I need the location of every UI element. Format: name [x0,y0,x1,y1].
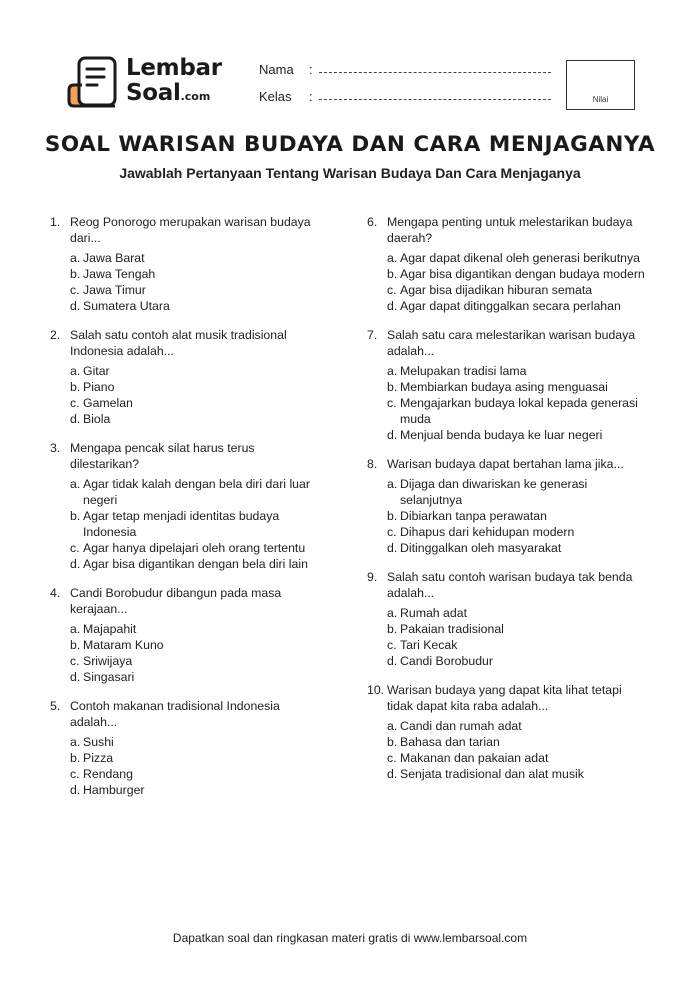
option-text: Sushi [83,735,114,749]
option-letter: b. [70,380,81,394]
option-letter: a. [387,251,398,265]
questions-column-right [367,214,647,795]
answer-option[interactable] [70,653,320,669]
option-text: Agar bisa dijadikan hiburan semata [400,283,593,297]
answer-option[interactable] [70,411,320,427]
answer-options [70,734,320,798]
option-text: Agar bisa digantikan dengan budaya modern [400,267,645,281]
option-letter: d. [387,428,398,442]
question-item [367,327,647,443]
option-text: Ditinggalkan oleh masyarakat [400,541,562,555]
option-letter: a. [387,477,398,491]
answer-option[interactable] [70,476,320,508]
option-text: Melupakan tradisi lama [400,364,527,378]
option-text: Sumatera Utara [83,299,170,313]
answer-option[interactable] [70,750,320,766]
option-text: Jawa Timur [83,283,146,297]
option-text: Jawa Tengah [83,267,156,281]
option-text: Mataram Kuno [83,638,164,652]
answer-option[interactable] [387,621,647,637]
question-item [367,456,647,556]
answer-option[interactable] [70,669,320,685]
answer-options [387,250,647,314]
option-text: Rendang [83,767,133,781]
option-letter: c. [387,525,397,539]
answer-option[interactable] [70,250,320,266]
answer-option[interactable] [387,379,647,395]
option-letter: d. [70,783,81,797]
name-colon: : [309,62,313,77]
option-text: Membiarkan budaya asing menguasai [400,380,608,394]
option-letter: b. [70,751,81,765]
question-item [50,327,320,427]
option-letter: c. [70,541,80,555]
option-letter: c. [387,638,397,652]
question-number: 4. [50,586,61,600]
option-text: Dibiarkan tanpa perawatan [400,509,547,523]
option-letter: b. [70,638,81,652]
answer-option[interactable] [387,363,647,379]
option-text: Bahasa dan tarian [400,735,500,749]
option-text: Agar dapat ditinggalkan secara perlahan [400,299,621,313]
option-text: Agar tetap menjadi identitas budaya Indonesia [83,509,280,539]
question-number: 2. [50,328,61,342]
answer-option[interactable] [387,766,647,782]
option-letter: a. [70,251,81,265]
option-text: Piano [83,380,115,394]
book-icon [66,55,122,111]
option-text: Agar tidak kalah dengan bela diri dari luar negeri [83,477,310,507]
answer-option[interactable] [387,266,647,282]
answer-option[interactable] [70,556,320,572]
option-letter: d. [387,654,398,668]
option-letter: d. [70,557,81,571]
class-input-line[interactable] [319,99,551,100]
question-text: Salah satu contoh warisan budaya tak benda adalah... [387,570,633,600]
option-text: Gitar [83,364,110,378]
answer-option[interactable] [387,524,647,540]
page-title: SOAL WARISAN BUDAYA DAN CARA MENJAGANYA [44,132,656,157]
answer-options [70,250,320,314]
answer-option[interactable] [70,766,320,782]
question-text: Warisan budaya dapat bertahan lama jika... [387,457,624,471]
option-letter: d. [70,670,81,684]
brand-logo [66,55,222,111]
answer-options [387,363,647,443]
name-input-line[interactable] [319,72,551,73]
question-item [50,698,320,798]
question-number: 5. [50,699,61,713]
question-item [367,214,647,314]
option-letter: a. [387,606,398,620]
option-letter: a. [70,622,81,636]
answer-option[interactable] [387,605,647,621]
option-text: Candi dan rumah adat [400,719,522,733]
question-text: Warisan budaya yang dapat kita lihat tetapi tidak dapat kita raba adalah... [387,683,622,713]
answer-option[interactable] [70,282,320,298]
option-text: Sriwijaya [83,654,133,668]
option-letter: c. [387,396,397,410]
question-number: 6. [367,215,378,229]
answer-option[interactable] [387,734,647,750]
question-text: Mengapa pencak silat harus terus dilestarikan? [70,441,255,471]
question-text: Reog Ponorogo merupakan warisan budaya dari... [70,215,311,245]
option-text: Singasari [83,670,135,684]
option-letter: c. [70,396,80,410]
option-letter: d. [387,767,398,781]
option-letter: d. [70,299,81,313]
option-text: Jawa Barat [83,251,145,265]
option-letter: c. [70,654,80,668]
question-number: 7. [367,328,378,342]
answer-option[interactable] [387,476,647,508]
answer-options [387,718,647,782]
option-letter: b. [387,509,398,523]
answer-option[interactable] [387,427,647,443]
option-letter: c. [70,767,80,781]
option-text: Pizza [83,751,114,765]
option-text: Majapahit [83,622,137,636]
option-text: Menjual benda budaya ke luar negeri [400,428,603,442]
option-letter: b. [70,509,81,523]
option-letter: a. [70,735,81,749]
answer-option[interactable] [70,363,320,379]
brand-name-line1: Lembar [126,55,222,81]
answer-option[interactable] [387,540,647,556]
option-text: Candi Borobudur [400,654,493,668]
option-letter: b. [387,267,398,281]
option-text: Agar dapat dikenal oleh generasi berikutnya [400,251,640,265]
answer-options [387,476,647,556]
question-item [50,440,320,572]
answer-option[interactable] [387,508,647,524]
option-letter: b. [70,267,81,281]
answer-option[interactable] [387,395,647,427]
question-text: Salah satu contoh alat musik tradisional Indonesia adalah... [70,328,287,358]
option-text: Biola [83,412,111,426]
question-number: 10. [367,683,385,697]
option-text: Agar bisa digantikan dengan bela diri lain [83,557,308,571]
class-label: Kelas [259,89,292,104]
answer-options [70,621,320,685]
option-letter: b. [387,735,398,749]
option-text: Dihapus dari kehidupan modern [400,525,575,539]
brand-name-line2: Soal [126,80,181,106]
question-number: 3. [50,441,61,455]
answer-options [70,476,320,572]
answer-option[interactable] [70,508,320,540]
brand-wordmark [126,57,222,105]
option-letter: a. [70,477,81,491]
answer-option[interactable] [70,266,320,282]
question-item [367,682,647,782]
score-label: Nilai [592,95,609,104]
answer-option[interactable] [70,637,320,653]
answer-option[interactable] [387,250,647,266]
question-text: Candi Borobudur dibangun pada masa kerajaan... [70,586,282,616]
option-letter: b. [387,380,398,394]
answer-option[interactable] [70,298,320,314]
option-letter: c. [70,283,80,297]
option-text: Agar hanya dipelajari oleh orang tertentu [83,541,306,555]
option-letter: d. [387,541,398,555]
answer-option[interactable] [70,782,320,798]
answer-options [387,605,647,669]
answer-option[interactable] [70,379,320,395]
question-number: 9. [367,570,378,584]
answer-option[interactable] [70,621,320,637]
answer-options [70,363,320,427]
option-text: Tari Kecak [400,638,458,652]
question-text: Contoh makanan tradisional Indonesia adalah... [70,699,280,729]
score-box[interactable] [566,60,635,110]
option-letter: a. [387,719,398,733]
option-letter: d. [70,412,81,426]
option-text: Mengajarkan budaya lokal kepada generasi muda [400,396,638,426]
question-text: Mengapa penting untuk melestarikan budaya daerah? [387,215,633,245]
answer-option[interactable] [387,653,647,669]
footer-note: Dapatkan soal dan ringkasan materi gratis di www.lembarsoal.com [172,931,528,945]
option-text: Senjata tradisional dan alat musik [400,767,584,781]
page-subtitle: Jawablah Pertanyaan Tentang Warisan Budaya Dan Cara Menjaganya [119,165,581,181]
answer-option[interactable] [387,282,647,298]
answer-option[interactable] [387,750,647,766]
answer-option[interactable] [387,298,647,314]
question-item [50,214,320,314]
answer-option[interactable] [70,734,320,750]
answer-option[interactable] [70,540,320,556]
option-text: Rumah adat [400,606,467,620]
option-text: Hamburger [83,783,145,797]
option-letter: c. [387,751,397,765]
option-letter: a. [387,364,398,378]
question-text: Salah satu cara melestarikan warisan budaya adalah... [387,328,636,358]
brand-suffix: .com [180,90,211,103]
option-text: Pakaian tradisional [400,622,504,636]
option-text: Dijaga dan diwariskan ke generasi selanjutnya [400,477,588,507]
option-letter: d. [387,299,398,313]
question-item [367,569,647,669]
option-letter: c. [387,283,397,297]
answer-option[interactable] [387,637,647,653]
option-letter: a. [70,364,81,378]
option-text: Gamelan [83,396,133,410]
questions-column-left [50,214,320,811]
question-number: 8. [367,457,378,471]
name-label: Nama [259,62,294,77]
option-letter: b. [387,622,398,636]
answer-option[interactable] [387,718,647,734]
question-item [50,585,320,685]
class-colon: : [309,89,313,104]
answer-option[interactable] [70,395,320,411]
option-text: Makanan dan pakaian adat [400,751,549,765]
question-number: 1. [50,215,61,229]
